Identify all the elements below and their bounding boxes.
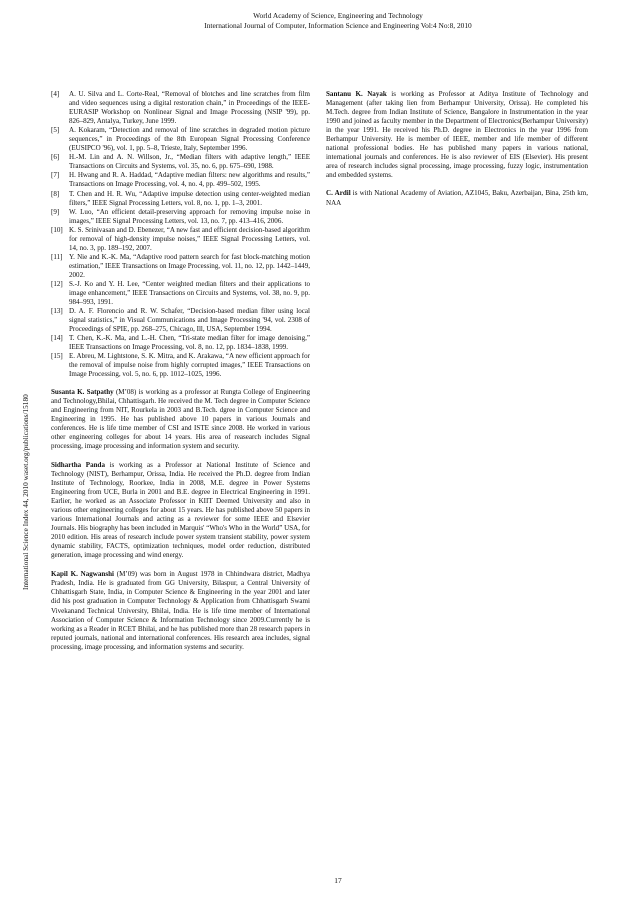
- reference-number: [14]: [51, 334, 63, 343]
- reference-item: [51, 253, 310, 280]
- reference-number: [8]: [51, 189, 60, 198]
- reference-text: T. Chen, K.-K. Ma, and L.-H. Chen, “Tri-state median filter for image denoising,” IEEE Transactions on Image Processing, vol. 8, no. 12, pp. 1834–1838, 1999.: [69, 334, 310, 352]
- sidebar-index-text: International Science Index 44, 2010 waset.org/publications/15180: [22, 394, 30, 590]
- right-column: [326, 90, 588, 208]
- author-bio-satpathy: [51, 388, 310, 451]
- left-column: [51, 90, 310, 652]
- author-name: C. Ardil: [326, 189, 351, 198]
- reference-number: [12]: [51, 279, 63, 288]
- author-bio-ardil: [326, 189, 588, 207]
- author-bio-panda: [51, 461, 310, 561]
- author-bio-nayak: [326, 90, 588, 180]
- author-bio-text: is with National Academy of Aviation, AZ1045, Baku, Azerbaijan, Bina, 25th km, NAA: [326, 189, 588, 207]
- author-name: Kapil K. Nagwanshi: [51, 570, 114, 579]
- reference-item: [51, 352, 310, 379]
- author-name: Sidhartha Panda: [51, 460, 105, 469]
- reference-text: E. Abreu, M. Lightstone, S. K. Mitra, and K. Arakawa, “A new efficient approach for the removal of impulse noise from highly corrupted images,” IEEE Transactions on Image Processing, vol. 5, no. 6, pp. 1012–1025, 1996.: [69, 352, 310, 379]
- author-name: Susanta K. Satpathy: [51, 387, 114, 396]
- reference-item: [51, 208, 310, 226]
- reference-text: S.-J. Ko and Y. H. Lee, “Center weighted median filters and their applications to image enhancement,” IEEE Transactions on Circuits and Systems, vol. 38, no. 9, pp. 984–993, 1991.: [69, 279, 310, 307]
- reference-list: [51, 90, 310, 380]
- author-bio-text: (M’08) is working as a professor at Rungta College of Engineering and Technology,Bhilai, Chhattisgarh. He received the M. Tech degree in Computer Science and Engineering from NIT, Rourkela in 2003 and B.Tech. dgree in Computer Science and Engineering in 1995. He has published above 10 papers in various Journals and conferences. He is life time member of CSI and ISTE since 2008. He worked in various other engineering colleges for about 14 years. His area of reasearch includes Signal processing, image processing and information system and security.: [51, 387, 310, 450]
- author-bio-nagwanshi: [51, 570, 310, 651]
- reference-number: [13]: [51, 307, 63, 316]
- reference-text: Y. Nie and K.-K. Ma, “Adaptive rood pattern search for fast block-matching motion estimation,” IEEE Transactions on Image Processing, vol. 11, no. 12, pp. 1442–1449, 2002.: [69, 252, 310, 279]
- reference-item: [51, 307, 310, 334]
- reference-item: [51, 280, 310, 307]
- reference-item: [51, 226, 310, 253]
- reference-number: [7]: [51, 171, 60, 180]
- reference-number: [6]: [51, 153, 60, 162]
- reference-text: D. A. F. Florencio and R. W. Schafer, “Decision-based median filter using local signal statistics,” in Visual Communications and Image Processing '94, vol. 2308 of Proceedings of SPIE, pp. 268–275, Chicago, Ill, USA, September 1994.: [69, 307, 310, 334]
- page-number: 17: [334, 876, 342, 885]
- header-line-1: World Academy of Science, Engineering and Technology: [253, 11, 423, 20]
- reference-number: [11]: [51, 252, 63, 261]
- author-bio-text: (M’09) was born in August 1978 in Chhindwara district, Madhya Pradesh, India. He is graduated from GG University, Bilaspur, a Central University of Chhattisgarh State, India, in Computer Science & Engineering in the year 2001 and later did his post graduation in Computer Technology & Application from Chhattisgarh Swami Vivekanand Technical University, Bhilai, India. He is life time member of International Association of Computer Science & Information Technology since 2009.Currently he is working as a Reader in RCET Bhilai, and he has published more than 28 research papers in reputed journals, national and international conferences. His research area includes, signal processing, image processing, and information systems and security.: [51, 570, 310, 651]
- reference-item: [51, 334, 310, 352]
- reference-item: [51, 153, 310, 171]
- reference-number: [15]: [51, 352, 63, 361]
- author-bio-text: is working as Professor at Aditya Institute of Technology and Management (after taking lien from Berhampur University, Orissa). He completed his M.Tech. degree from Indian Institute of Science, Bangalore in Instrumentation in the year 1990 and joined as faculty member in the Department of Electronics(Berhampur University) in the year 1991. He received his Ph.D. degree in Electronics in the year 1996 from Berhampur University. He is member of IEEE, member and life member of different national professional bodies. He has published many papers in various national, international journals and conferences. He is also reviewer of EIS (Elsevier). His present area of research includes signal processing, image processing, fuzzy logic, instrumentation and embedded systems.: [326, 90, 588, 180]
- reference-number: [9]: [51, 207, 60, 216]
- reference-text: H. Hwang and R. A. Haddad, “Adaptive median filters: new algorithms and results,” Transactions on Image Processing, vol. 4, no. 4, pp. 499–502, 1995.: [69, 171, 310, 189]
- header-line-2: International Journal of Computer, Information Science and Engineering Vol:4 No:8, 2010: [204, 20, 472, 30]
- reference-number: [4]: [51, 90, 60, 98]
- reference-number: [10]: [51, 225, 63, 234]
- author-name: Santanu K. Nayak: [326, 90, 387, 98]
- journal-header: [0, 11, 638, 30]
- author-bio-text: is working as a Professor at National Institute of Science and Technology (NIST), Berhampur, Orissa, India. He received the Ph.D. degree from Indian Institute of Technology, Roorkee, India in 2008, M.E. degree in Power Systems Engineering from UCE, Burla in 2001 and B.E. degree in Electrical Engineering in 1991. Earlier, he worked as an Associate Professor in KIIT Deemed University and also in various other engineering colleges for about 15 years. He has published above 50 papers in various International Journals and acting as a reviewer for some IEEE and Elsevier Journals. His biography has been included in Marquis' “Who's Who in the World” USA, for 2010 edition. His areas of research include power system transient stability, power system dynamic stability, FACTS, optimization techniques, model order reduction, distributed generation, image processing and wind energy.: [51, 460, 310, 560]
- reference-text: A. U. Silva and L. Corte-Real, “Removal of blotches and line scratches from film and video sequences using a digital restoration chain,” in Proceedings of the IEEE-EURASIP Workshop on Nonlinear Signal and Image Processing (NSIP '99), pp. 826–829, Antalya, Turkey, June 1999.: [69, 90, 310, 126]
- reference-item: [51, 190, 310, 208]
- reference-item: [51, 90, 310, 126]
- reference-text: H.-M. Lin and A. N. Willson, Jr., “Median filters with adaptive length,” IEEE Transactions on Circuits and Systems, vol. 35, no. 6, pp. 675–690, 1988.: [69, 153, 310, 171]
- reference-text: T. Chen and H. R. Wu, “Adaptive impulse detection using center-weighted median filters,” IEEE Signal Processing Letters, vol. 8, no. 1, pp. 1–3, 2001.: [69, 189, 310, 207]
- reference-item: [51, 126, 310, 153]
- reference-text: W. Luo, “An efficient detail-preserving approach for removing impulse noise in images,” IEEE Signal Processing Letters, vol. 13, no. 7, pp. 413–416, 2006.: [69, 207, 310, 225]
- reference-text: K. S. Srinivasan and D. Ebenezer, “A new fast and efficient decision-based algorithm for removal of high-density impulse noises,” IEEE Signal Processing Letters, vol. 14, no. 3, pp. 189–192, 2007.: [69, 225, 310, 252]
- reference-number: [5]: [51, 126, 60, 135]
- reference-text: A. Kokaram, “Detection and removal of line scratches in degraded motion picture sequences,” in Proceedings of the 8th European Signal Processing Conference (EUSIPCO '96), vol. 1, pp. 5–8, Trieste, Italy, September 1996.: [69, 126, 310, 153]
- reference-item: [51, 171, 310, 189]
